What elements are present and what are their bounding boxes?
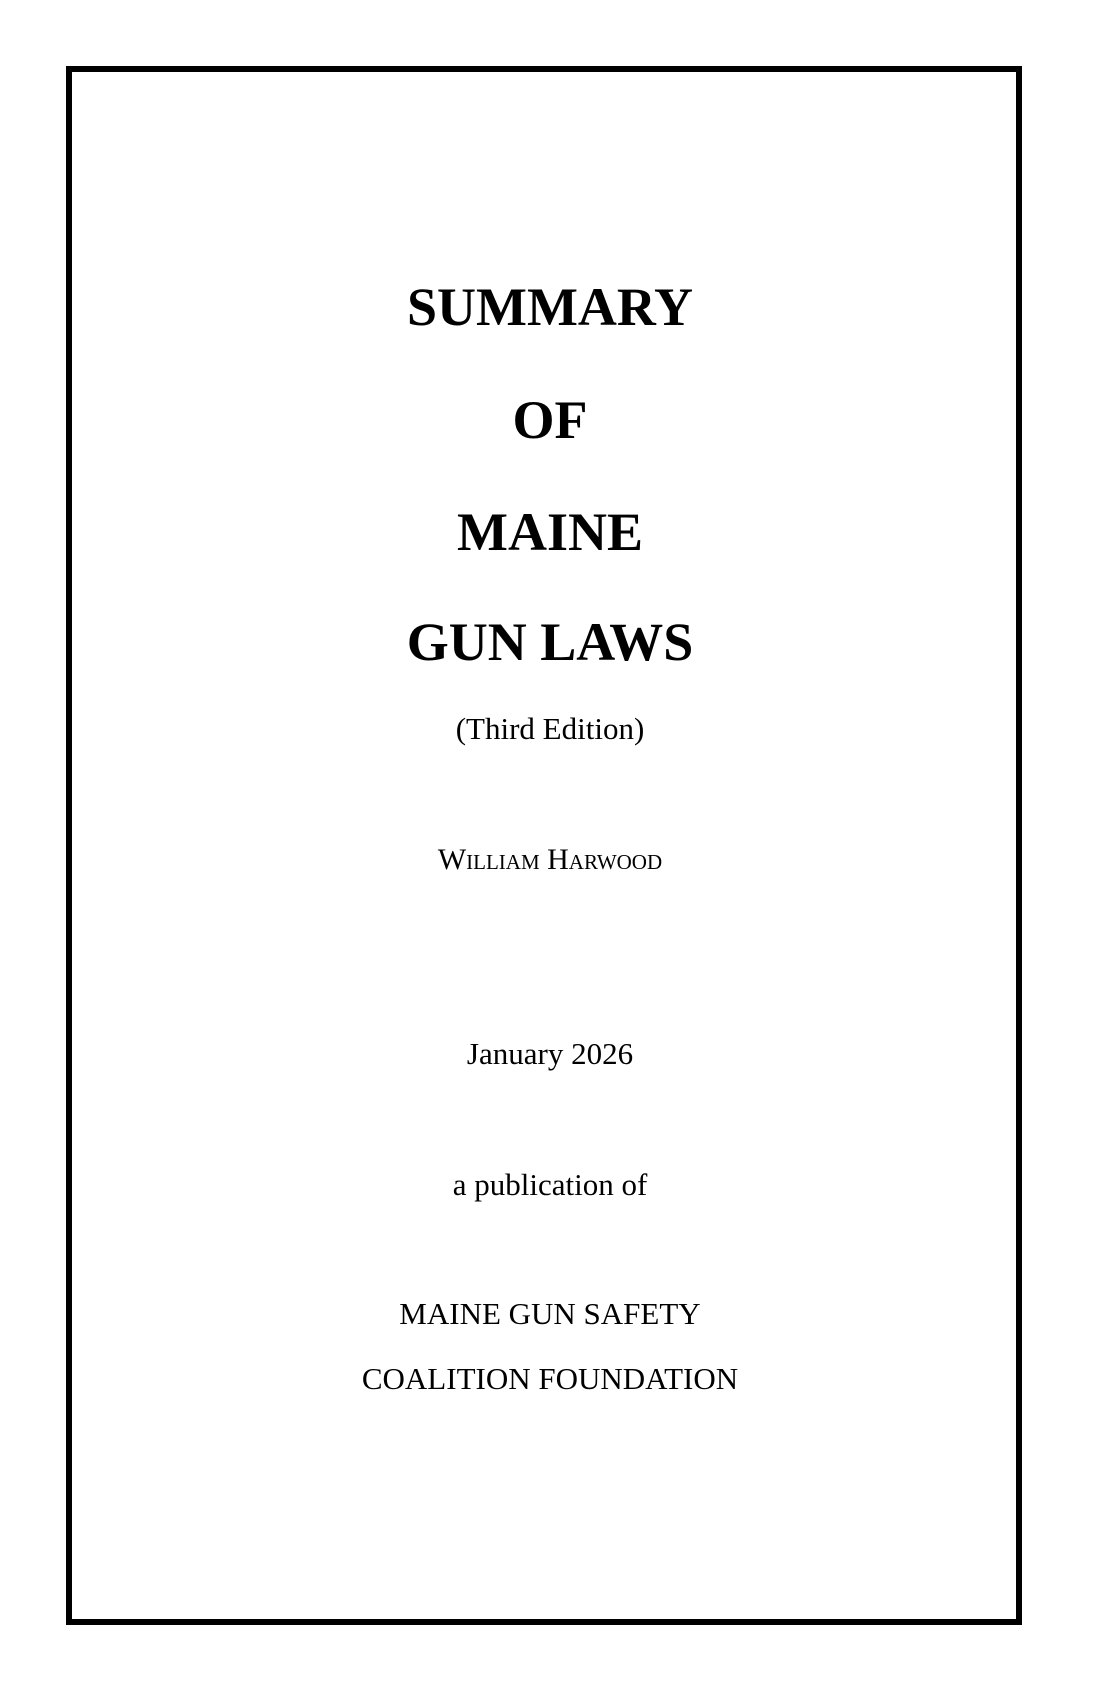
edition-label: (Third Edition) — [455, 711, 645, 746]
title-line-2: OF — [512, 390, 588, 450]
publication-date: January 2026 — [466, 1036, 634, 1071]
publication-intro: a publication of — [452, 1167, 648, 1202]
author-name: William Harwood — [437, 843, 663, 876]
title-line-1: SUMMARY — [406, 277, 694, 337]
title-line-4: GUN LAWS — [406, 612, 694, 672]
publisher-line-1: MAINE GUN SAFETY — [399, 1296, 701, 1331]
title-line-3: MAINE — [457, 502, 643, 562]
publisher-line-2: COALITION FOUNDATION — [361, 1361, 739, 1396]
